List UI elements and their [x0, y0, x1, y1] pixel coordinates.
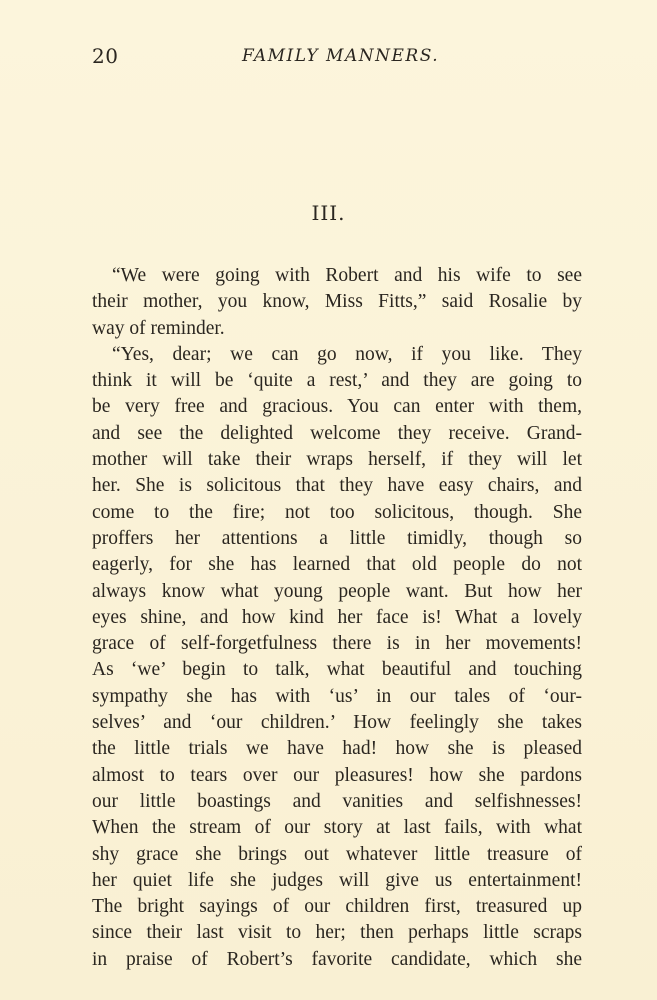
text-line: proffers her attentions a little timidly, though so: [92, 527, 582, 549]
text-line: their mother, you know, Miss Fitts,” said Rosalie by: [92, 291, 582, 313]
text-line: come to the fire; not too solicitous, though. She: [92, 501, 582, 523]
text-line: sympathy she has with ‘us’ in our tales of ‘our-: [92, 685, 582, 707]
text-line: “Yes, dear; we can go now, if you like. They: [112, 343, 582, 365]
text-line: When the stream of our story at last fails, with what: [92, 817, 582, 839]
text-line: think it will be ‘quite a rest,’ and they are going to: [92, 370, 582, 392]
text-line: our little boastings and vanities and selfishnesses!: [92, 790, 582, 812]
text-line: way of reminder.: [92, 317, 225, 339]
text-line: selves’ and ‘our children.’ How feelingly she takes: [92, 712, 582, 734]
text-line: the little trials we have had! how she is pleased: [92, 738, 582, 760]
text-line: her. She is solicitous that they have easy chairs, and: [92, 475, 582, 497]
text-line: almost to tears over our pleasures! how she pardons: [92, 764, 582, 786]
text-line: As ‘we’ begin to talk, what beautiful and touching: [92, 659, 582, 681]
running-head: FAMILY MANNERS.: [242, 46, 440, 66]
text-line: since their last visit to her; then perhaps little scraps: [92, 922, 582, 944]
text-line: be very free and gracious. You can enter with them,: [92, 396, 582, 418]
text-line: The bright sayings of our children first, treasured up: [92, 896, 582, 918]
text-line: eagerly, for she has learned that old people do not: [92, 554, 582, 576]
text-line: her quiet life she judges will give us entertainment!: [92, 869, 582, 891]
text-line: shy grace she brings out whatever little treasure of: [92, 843, 582, 865]
text-line: mother will take their wraps herself, if they will let: [92, 449, 582, 471]
text-line: grace of self-forgetfulness there is in her movements!: [92, 633, 582, 655]
text-line: eyes shine, and how kind her face is! What a lovely: [92, 606, 582, 628]
text-line: and see the delighted welcome they receive. Grand-: [92, 422, 582, 444]
chapter-heading: III.: [311, 201, 346, 225]
page-number: 20: [92, 44, 119, 68]
text-line: “We were going with Robert and his wife to see: [112, 265, 582, 286]
text-line: always know what young people want. But how her: [92, 580, 582, 602]
body-text: [92, 263, 582, 973]
text-line: in praise of Robert’s favorite candidate, which she: [92, 948, 582, 970]
